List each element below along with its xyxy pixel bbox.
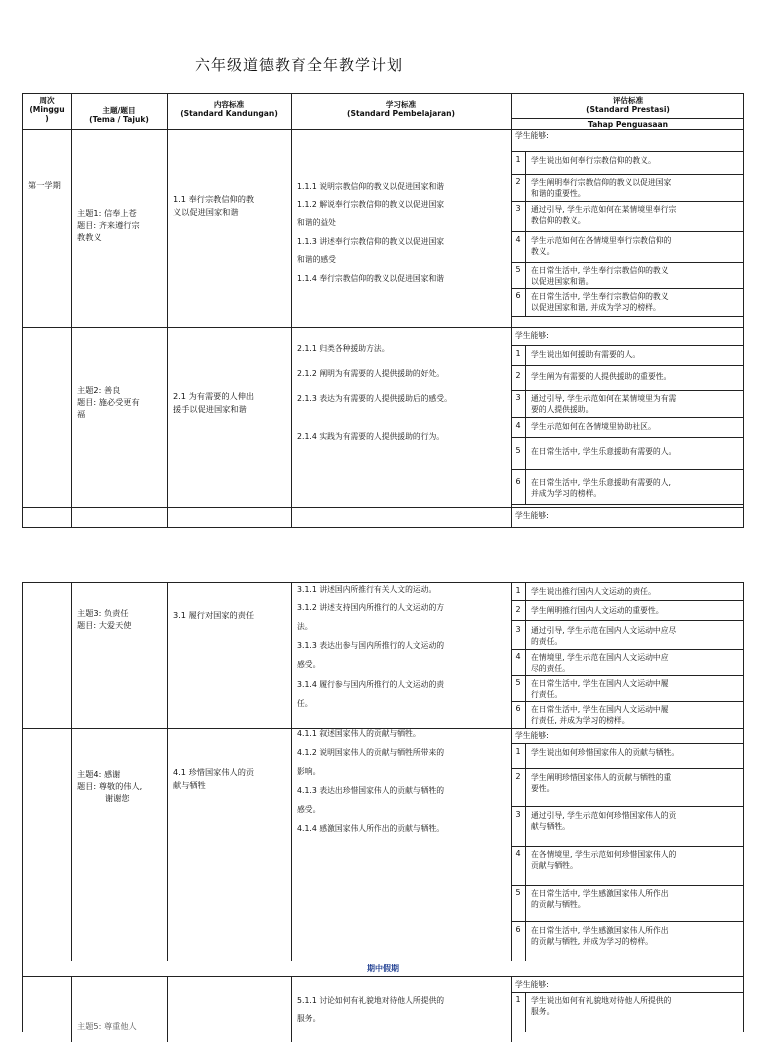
unit-2-content-standard: 2.1 为有需要的人伸出 援手以促进国家和谐 <box>173 391 255 414</box>
unit-5-level-1: 学生说出如何有礼貌地对待他人所提供的 服务。 <box>531 996 672 1016</box>
unit-3-content-standard: 3.1 履行对国家的责任 <box>173 610 255 620</box>
mid-term-break-label: 期中假期 <box>367 964 399 973</box>
unit-4-content-standard: 4.1 珍惜国家伟人的贡 献与牺牲 <box>173 767 255 790</box>
plan-table-1: 周次 (Minggu ) 主题/题目 (Tema / Tajuk) 内容标准 (Standard Kandungan) 学习标准 (Standard Pembelajaran) 评估标准 (Standard Prestasi) Tahap Penguasaan 第一学期 主题1: 信奉上苍 题目: 齐来遵行宗 教教义 1.1 奉行宗教信仰的教 义以促进国家和谐 1.1.1 说明宗教信仰的教义以促进国家和谐 1.1.2 解说奉行宗教信仰的教义以促进国家 和谐的益处 1.1.3 讲述奉行宗教信仰的教义以促进国家 和谐的感受 1.1.4 奉行宗教信仰的教义以促进国家和谐 学生能够: 1 学生说出如何奉行宗教信仰的教义。 2 学生阐明奉行宗教信仰的教义以促进国家 和谐的重要性。 3 通过引导, 学生示范如何在某情境里奉行宗 教信仰的教义。 4 学生示范如何在各情境里奉行宗教信仰的 教义。 5 在日常生活中, 学生奉行宗教信仰的教义 以促进国家和谐。 6 在日常生活中, 学生奉行宗教信仰的教义 以促进国家和谐, 并成为学习的榜样。 主题2: 善良 题目: 施必受更有 福 2.1 为有需要的人伸出 援手以促进国家和谐 2.1.1 归类各种援助方法。 2.1.2 阐明为有需要的人提供援助的好处。 2.1.3 表达为有需要的人提供援助后的感受。 2.1.4 实践为有需要的人提供援助的行为。 学生能够: 1 学生说出如何援助有需要的人。 2 学生阐为有需要的人提供援助的重要性。 3 通过引导, 学生示范如何在某情境里为有需 要的人提供援助。 4 学生示范如何在各情境里协助社区。 5 在日常生活中, 学生乐意援助有需要的人。 6 在日常生活中, 学生乐意援助有需要的人, 并成为学习的榜样。 学生能够: <box>22 93 744 528</box>
unit-2-topic: 主题2: 善良 题目: 施必受更有 福 <box>77 385 140 419</box>
unit-5-student-can: 学生能够: <box>515 980 549 989</box>
trailing-student-can: 学生能够: <box>515 511 549 520</box>
header-week: 周次 (Minggu ) <box>29 96 65 123</box>
unit-2-student-can: 学生能够: <box>515 331 549 340</box>
header-learning-standard: 学习标准 (Standard Pembelajaran) <box>347 100 455 118</box>
unit-1-student-can: 学生能够: <box>515 131 549 140</box>
unit-3-topic: 主题3: 负责任 题目: 大爱天使 <box>77 608 132 630</box>
header-content-standard: 内容标准 (Standard Kandungan) <box>180 100 278 118</box>
unit-5-level-1-number: 1 <box>515 995 521 1004</box>
unit-1-topic: 主题1: 信奉上苍 题目: 齐来遵行宗 教教义 <box>77 208 140 242</box>
header-mastery-level: Tahap Penguasaan <box>587 120 669 129</box>
unit-4-topic: 主题4: 感谢 题目: 尊敬的伟人, 谢谢您 <box>77 769 143 803</box>
unit-1-content-standard: 1.1 奉行宗教信仰的教 义以促进国家和谐 <box>173 194 255 217</box>
unit-5-topic: 主题5: 尊重他人 <box>77 1021 137 1031</box>
header-topic: 主题/题目 (Tema / Tajuk) <box>89 106 149 124</box>
page-title: 六年级道德教育全年教学计划 <box>195 56 404 74</box>
header-assessment-standard: 评估标准 (Standard Prestasi) <box>586 96 670 114</box>
unit-4-student-can: 学生能够: <box>515 731 549 740</box>
semester-label: 第一学期 <box>28 180 61 190</box>
plan-table-2: 主题3: 负责任 题目: 大爱天使 3.1 履行对国家的责任 3.1.1 讲述国内所推行有关人文的运动。 3.1.2 讲述支持国内所推行的人文运动的方 法。 3.1.3 表达出参与国内所推行的人文运动的 感受。 3.1.4 履行参与国内所推行的人文运动的责 任。 1 学生说出推行国内人文运动的责任。 2 学生阐明推行国内人文运动的重要性。 3 通过引导, 学生示范在国内人文运动中应尽 的责任。 4 在情境里, 学生示范在国内人文运动中应 尽的责任。 5 在日常生活中, 学生在国内人文运动中履 行责任。 6 在日常生活中, 学生在国内人文运动中履 行责任, 并成为学习的榜样。 主题4: 感谢 题目: 尊敬的伟人, 谢谢您 4.1 珍惜国家伟人的贡 献与牺牲 4.1.1 叙述国家伟人的贡献与牺牲。 4.1.2 说明国家伟人的贡献与牺牲所带来的 影响。 4.1.3 表达出珍惜国家伟人的贡献与牺牲的 感受。 4.1.4 感激国家伟人所作出的贡献与牺牲。 学生能够: 1 学生说出如何珍惜国家伟人的贡献与牺牲。 2 学生阐明珍惜国家伟人的贡献与牺牲的重 要性。 3 通过引导, 学生示范如何珍惜国家伟人的贡 献与牺牲。 4 在各情境里, 学生示范如何珍惜国家伟人的 贡献与牺牲。 5 在日常生活中, 学生感激国家伟人所作出 的贡献与牺牲。 6 在日常生活中, 学生感激国家伟人所作出 的贡献与牺牲, 并成为学习的榜样。 期中假期 学生能够: 1 学生说出如何有礼貌地对待他人所提供的 服务。 5.1.1 讨论如何有礼貌地对待他人所提供的 服务。 主题5: 尊重他人 <box>22 582 744 1032</box>
